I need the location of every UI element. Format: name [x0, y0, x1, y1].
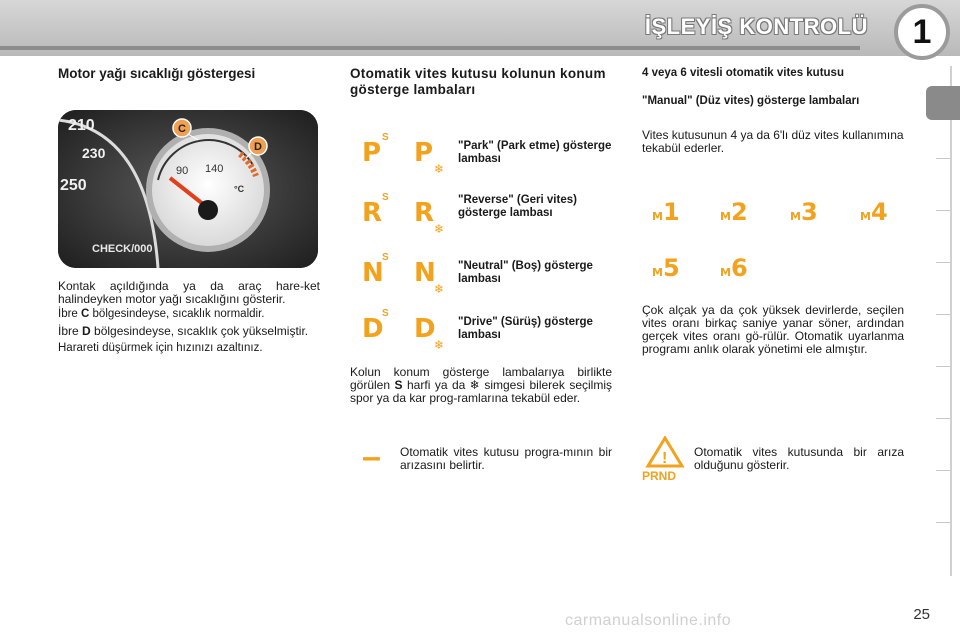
fault-dash-icon: –	[362, 438, 381, 476]
park-p-icon: P	[362, 138, 382, 168]
gear-m4-icon: M4	[860, 198, 888, 226]
header-stripe	[0, 46, 860, 50]
drive-d-icon: D	[362, 314, 384, 344]
neutral-n-snow-icon: N	[414, 258, 436, 288]
gauge-svg	[58, 110, 318, 268]
marker-c: C	[178, 123, 186, 135]
oil-temp-p4: Harareti düşürmek için hızınızı azaltınız.	[58, 342, 263, 354]
sport-s-icon: S	[382, 192, 389, 203]
chapter-tab-rail	[928, 66, 952, 576]
reverse-indicator	[358, 192, 628, 246]
gauge-140: 140	[205, 163, 224, 175]
neutral-n-icon: N	[362, 258, 384, 288]
gear-m1-icon: M1	[652, 198, 680, 226]
gearbox-fault-text: Otomatik vites kutusunda bir arıza olduğunu gösterir.	[694, 445, 904, 472]
gearbox-warning-icon	[642, 436, 688, 482]
reverse-r-icon: R	[362, 198, 383, 228]
drive-label: "Drive" (Sürüş) gösterge lambası	[458, 316, 593, 341]
manual-note	[642, 304, 904, 356]
fault-text: Otomatik vites kutusu progra-mının bir arızasını belirtir.	[400, 445, 612, 472]
manual-title-1: 4 veya 6 vitesli otomatik vites kutusu	[642, 67, 844, 79]
reverse-r-snow-icon: R	[414, 198, 435, 228]
snow-icon: ❄	[434, 222, 445, 236]
gear-lights-note	[350, 366, 612, 405]
park-label: "Park" (Park etme) gösterge lambası	[458, 140, 612, 165]
sport-s-icon: S	[382, 308, 389, 319]
speed-230: 230	[82, 145, 106, 161]
manual-title-2: "Manual" (Düz vites) gösterge lambaları	[642, 95, 860, 107]
gear-m6-icon: M6	[720, 254, 748, 282]
speed-250: 250	[60, 177, 87, 194]
marker-d: D	[254, 141, 262, 153]
snow-icon: ❄	[434, 282, 445, 296]
page-header	[0, 0, 960, 56]
manual-p2: Çok alçak ya da çok yüksek devirlerde, seçilen vites oranı birkaç saniye yanar söner, ardından gerçek vites oranı gö-rülür. Otomatik uyarlanma programı anlık olarak yönetimi ele almıştır.	[642, 303, 904, 356]
svg-text:!: !	[662, 450, 668, 467]
active-chapter-tab[interactable]	[926, 86, 960, 120]
manual-section	[642, 66, 904, 155]
section-title: İŞLEYİŞ KONTROLÜ	[644, 14, 868, 39]
gauge-unit: °C	[234, 184, 245, 194]
gear-m3-icon: M3	[790, 198, 818, 226]
snow-icon: ❄	[434, 162, 445, 176]
oil-temp-title: Motor yağı sıcaklığı göstergesi	[58, 66, 256, 81]
manual-p1: Vites kutusunun 4 ya da 6'lı düz vites kullanımına tekabül ederler.	[642, 128, 904, 155]
oil-temp-p2: İbre C bölgesindeyse, sıcaklık normaldir.	[58, 308, 265, 320]
sport-s-icon: S	[382, 252, 389, 263]
sport-snow-note: Kolun konum gösterge lambalarıya birlikte görülen S harfi ya da ❄ simgesi bilerek seçilmiş spor ya da kar prog-ramlarına tekabül eder.	[350, 365, 612, 405]
reverse-label: "Reverse" (Geri vites) gösterge lambası	[458, 194, 577, 219]
speed-210: 210	[68, 117, 95, 134]
drive-d-snow-icon: D	[414, 314, 436, 344]
gear-lights-title: Otomatik vites kutusu kolunun konum gösterge lambaları	[350, 66, 606, 97]
oil-temp-gauge-image	[58, 110, 318, 268]
oil-temp-section	[58, 66, 320, 82]
watermark: carmanualsonline.info	[565, 612, 732, 629]
page-number: 25	[913, 606, 930, 623]
park-indicator	[358, 132, 628, 186]
svg-text:PRND: PRND	[642, 469, 677, 482]
park-p-snow-icon: P	[414, 138, 434, 168]
manual-gear-icons	[648, 198, 908, 282]
neutral-indicator	[358, 252, 628, 306]
neutral-label: "Neutral" (Boş) gösterge lambası	[458, 260, 593, 285]
oil-temp-p3: İbre D bölgesindeyse, sıcaklık çok yükselmiştir.	[58, 324, 309, 338]
check-button-label: CHECK/000	[92, 243, 153, 255]
chapter-badge: 1	[894, 4, 950, 60]
drive-indicator	[358, 308, 628, 362]
gauge-90: 90	[176, 165, 189, 177]
gear-lights-section	[350, 66, 612, 98]
oil-temp-p1: Kontak açıldığında ya da araç hare-ket halindeyken motor yağı sıcaklığını gösterir.	[58, 279, 320, 306]
gear-m2-icon: M2	[720, 198, 748, 226]
fault-text-block	[400, 446, 612, 472]
gear-m5-icon: M5	[652, 254, 680, 282]
sport-s-icon: S	[382, 132, 389, 143]
oil-temp-text	[58, 280, 320, 355]
snow-icon: ❄	[434, 338, 445, 352]
gearbox-fault-block	[694, 446, 904, 472]
